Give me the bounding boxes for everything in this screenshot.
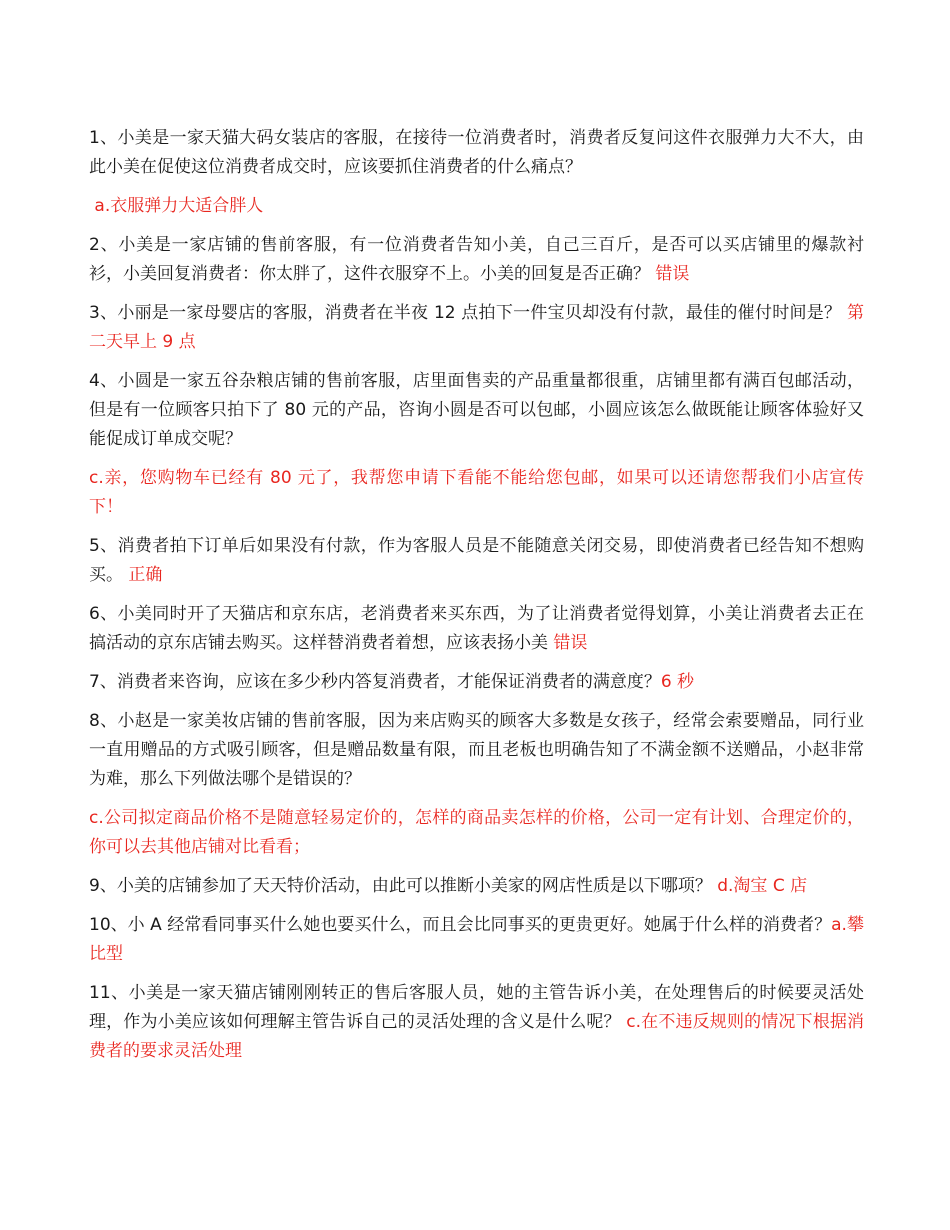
answer-4 <box>89 464 864 522</box>
question-4 <box>89 367 864 454</box>
question-9 <box>89 872 864 901</box>
answer-11-text: c.在不违反规则的情况下根据消费者的要求灵活处理 <box>89 1012 865 1061</box>
question-8 <box>89 707 864 794</box>
question-10 <box>89 911 864 969</box>
question-11-text: 11、小美是一家天猫店铺刚刚转正的售后客服人员，她的主管告诉小美，在处理售后的时候要灵活处理，作为小美应该如何理解主管告诉自己的灵活处理的含义是什么呢？ <box>89 983 864 1032</box>
question-2-text: 2、小美是一家店铺的售前客服，有一位消费者告知小美，自己三百斤，是否可以买店铺里的爆款衬衫，小美回复消费者：你太胖了，这件衣服穿不上。小美的回复是否正确？ <box>89 235 864 284</box>
answer-7-text: 6 秒 <box>660 672 695 692</box>
question-2 <box>89 231 864 289</box>
answer-8-text: c.公司拟定商品价格不是随意轻易定价的，怎样的商品卖怎样的价格，公司一定有计划、合理定价的，你可以去其他店铺对比看看； <box>89 808 864 857</box>
question-6 <box>89 600 864 658</box>
question-10-text: 10、小 A 经常看同事买什么她也要买什么，而且会比同事买的更贵更好。她属于什么样的消费者？ <box>89 915 832 935</box>
answer-2-text: 错误 <box>655 264 690 284</box>
question-9-text: 9、小美的店铺参加了天天特价活动，由此可以推断小美家的网店性质是以下哪项？ <box>89 876 718 896</box>
answer-9-text: d.淘宝 C 店 <box>717 876 808 896</box>
answer-5-text: 正确 <box>128 565 163 585</box>
question-5 <box>89 532 864 590</box>
question-6-text: 6、小美同时开了天猫店和京东店，老消费者来买东西，为了让消费者觉得划算，小美让消费者去正在搞活动的京东店铺去购买。这样替消费者着想，应该表扬小美 <box>89 604 864 653</box>
answer-10-text: a.攀比型 <box>89 915 864 964</box>
question-3-text: 3、小丽是一家母婴店的客服，消费者在半夜 12 点拍下一件宝贝却没有付款，最佳的催付时间是？ <box>89 303 847 323</box>
answer-1 <box>89 192 864 221</box>
document-page <box>89 124 864 1076</box>
question-7 <box>89 668 864 697</box>
question-11 <box>89 979 864 1066</box>
answer-4-text: c.亲，您购物车已经有 80 元了，我帮您申请下看能不能给您包邮，如果可以还请您帮我们小店宣传下！ <box>89 468 864 517</box>
question-1-text: 1、小美是一家天猫大码女装店的客服，在接待一位消费者时，消费者反复问这件衣服弹力大不大，由此小美在促使这位消费者成交时，应该要抓住消费者的什么痛点？ <box>89 128 864 177</box>
question-3 <box>89 299 864 357</box>
question-4-text: 4、小圆是一家五谷杂粮店铺的售前客服，店里面售卖的产品重量都很重，店铺里都有满百包邮活动，但是有一位顾客只拍下了 80 元的产品，咨询小圆是否可以包邮，小圆应该怎么做既能让顾客体验好又能促成订单成交呢？ <box>89 371 864 449</box>
question-1 <box>89 124 864 182</box>
answer-3-text: 第二天早上 9 点 <box>89 303 864 352</box>
question-8-text: 8、小赵是一家美妆店铺的售前客服，因为来店购买的顾客大多数是女孩子，经常会索要赠品，同行业一直用赠品的方式吸引顾客，但是赠品数量有限，而且老板也明确告知了不满金额不送赠品，小赵非常为难，那么下列做法哪个是错误的？ <box>89 711 864 789</box>
answer-6-text: 错误 <box>553 633 588 653</box>
question-5-text: 5、消费者拍下订单后如果没有付款，作为客服人员是不能随意关闭交易，即使消费者已经告知不想购买。 <box>89 536 864 585</box>
answer-1-text: a.衣服弹力大适合胖人 <box>89 196 264 216</box>
question-7-text: 7、消费者来咨询，应该在多少秒内答复消费者，才能保证消费者的满意度？ <box>89 672 661 692</box>
answer-8 <box>89 804 864 862</box>
